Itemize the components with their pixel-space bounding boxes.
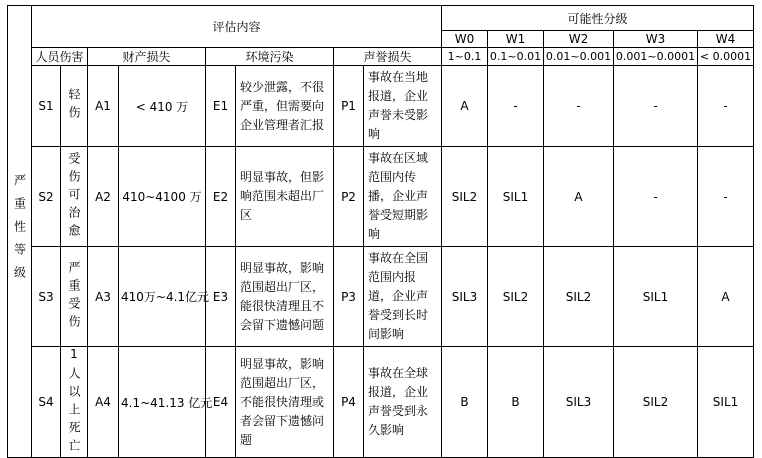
w-range: 0.01~0.001 bbox=[544, 48, 614, 66]
env-code: E3 bbox=[206, 247, 236, 347]
property-code: A1 bbox=[88, 66, 119, 147]
w-level-header: W4 bbox=[698, 31, 754, 48]
injury-desc-cell bbox=[61, 247, 88, 347]
reputation-desc: 事故在全国范围内报道，企业声誉受到长时间影响 bbox=[364, 247, 442, 347]
sil-cell: - bbox=[614, 66, 698, 147]
property-code: A2 bbox=[88, 147, 119, 247]
env-desc: 明显事故，影响范围超出厂区，不能很快清理或者会留下遗憾问题 bbox=[236, 347, 334, 458]
w-level-header: W0 bbox=[442, 31, 488, 48]
sil-cell: SIL2 bbox=[442, 147, 488, 247]
risk-matrix-table bbox=[7, 5, 754, 458]
sil-cell: - bbox=[488, 66, 544, 147]
reputation-desc: 事故在区域范围内传播，企业声誉受短期影响 bbox=[364, 147, 442, 247]
injury-desc: 1人以上死亡 bbox=[67, 347, 81, 457]
reputation-code: P4 bbox=[334, 347, 364, 458]
sil-cell: A bbox=[698, 247, 754, 347]
sil-cell: SIL2 bbox=[614, 347, 698, 458]
col-header-reputation-loss: 声誉损失 bbox=[334, 48, 442, 66]
severity-code: S1 bbox=[32, 66, 61, 147]
w-range: 0.1~0.01 bbox=[488, 48, 544, 66]
sil-cell: - bbox=[698, 147, 754, 247]
env-desc: 明显事故，但影响范围未超出厂区 bbox=[236, 147, 334, 247]
sil-cell: SIL3 bbox=[442, 247, 488, 347]
col-header-env-pollution: 环境污染 bbox=[206, 48, 334, 66]
severity-code: S4 bbox=[32, 347, 61, 458]
property-code: A3 bbox=[88, 247, 119, 347]
property-code: A4 bbox=[88, 347, 119, 458]
injury-desc-cell bbox=[61, 147, 88, 247]
reputation-desc: 事故在当地报道，企业声誉未受影响 bbox=[364, 66, 442, 147]
sil-cell: SIL1 bbox=[488, 147, 544, 247]
env-desc: 明显事故，影响范围超出厂区，能很快清理且不会留下遗憾问题 bbox=[236, 247, 334, 347]
sil-cell: - bbox=[544, 66, 614, 147]
w-range: 1~0.1 bbox=[442, 48, 488, 66]
w-range: 0.001~0.0001 bbox=[614, 48, 698, 66]
header-row-categories bbox=[8, 48, 754, 66]
col-header-personnel-injury: 人员伤害 bbox=[32, 48, 88, 66]
table-row bbox=[8, 147, 754, 247]
sil-cell: - bbox=[614, 147, 698, 247]
table-row bbox=[8, 347, 754, 458]
property-desc: 4.1~41.13 亿元 bbox=[119, 347, 206, 458]
property-desc: 410万~4.1亿元 bbox=[119, 247, 206, 347]
sil-cell: SIL1 bbox=[698, 347, 754, 458]
w-level-header: W3 bbox=[614, 31, 698, 48]
reputation-code: P3 bbox=[334, 247, 364, 347]
sil-cell: B bbox=[488, 347, 544, 458]
env-code: E2 bbox=[206, 147, 236, 247]
severity-axis-cell bbox=[8, 6, 32, 458]
sil-cell: B bbox=[442, 347, 488, 458]
severity-code: S2 bbox=[32, 147, 61, 247]
table-row bbox=[8, 247, 754, 347]
env-desc: 较少泄露，不很严重，但需要向企业管理者汇报 bbox=[236, 66, 334, 147]
env-code: E4 bbox=[206, 347, 236, 458]
eval-content-header: 评估内容 bbox=[32, 6, 442, 48]
env-code: E1 bbox=[206, 66, 236, 147]
table-row bbox=[8, 66, 754, 147]
sil-cell: SIL1 bbox=[614, 247, 698, 347]
w-level-header: W2 bbox=[544, 31, 614, 48]
injury-desc: 受伤可治愈 bbox=[67, 151, 81, 242]
reputation-desc: 事故在全球报道，企业声誉受到永久影响 bbox=[364, 347, 442, 458]
header-row-1 bbox=[8, 6, 754, 31]
severity-code: S3 bbox=[32, 247, 61, 347]
col-header-property-loss: 财产损失 bbox=[88, 48, 206, 66]
reputation-code: P1 bbox=[334, 66, 364, 147]
injury-desc-cell bbox=[61, 66, 88, 147]
sil-cell: - bbox=[698, 66, 754, 147]
injury-desc: 严重受伤 bbox=[67, 260, 81, 333]
w-range: < 0.0001 bbox=[698, 48, 754, 66]
sil-cell: A bbox=[442, 66, 488, 147]
sil-cell: SIL3 bbox=[544, 347, 614, 458]
severity-axis-label: 严重性等级 bbox=[12, 174, 27, 289]
sil-cell: SIL2 bbox=[544, 247, 614, 347]
injury-desc-cell bbox=[61, 347, 88, 458]
sil-cell: SIL2 bbox=[488, 247, 544, 347]
w-level-header: W1 bbox=[488, 31, 544, 48]
injury-desc: 轻伤 bbox=[67, 88, 81, 124]
possibility-header: 可能性分级 bbox=[442, 6, 754, 31]
sil-cell: A bbox=[544, 147, 614, 247]
reputation-code: P2 bbox=[334, 147, 364, 247]
property-desc: < 410 万 bbox=[119, 66, 206, 147]
property-desc: 410~4100 万 bbox=[119, 147, 206, 247]
